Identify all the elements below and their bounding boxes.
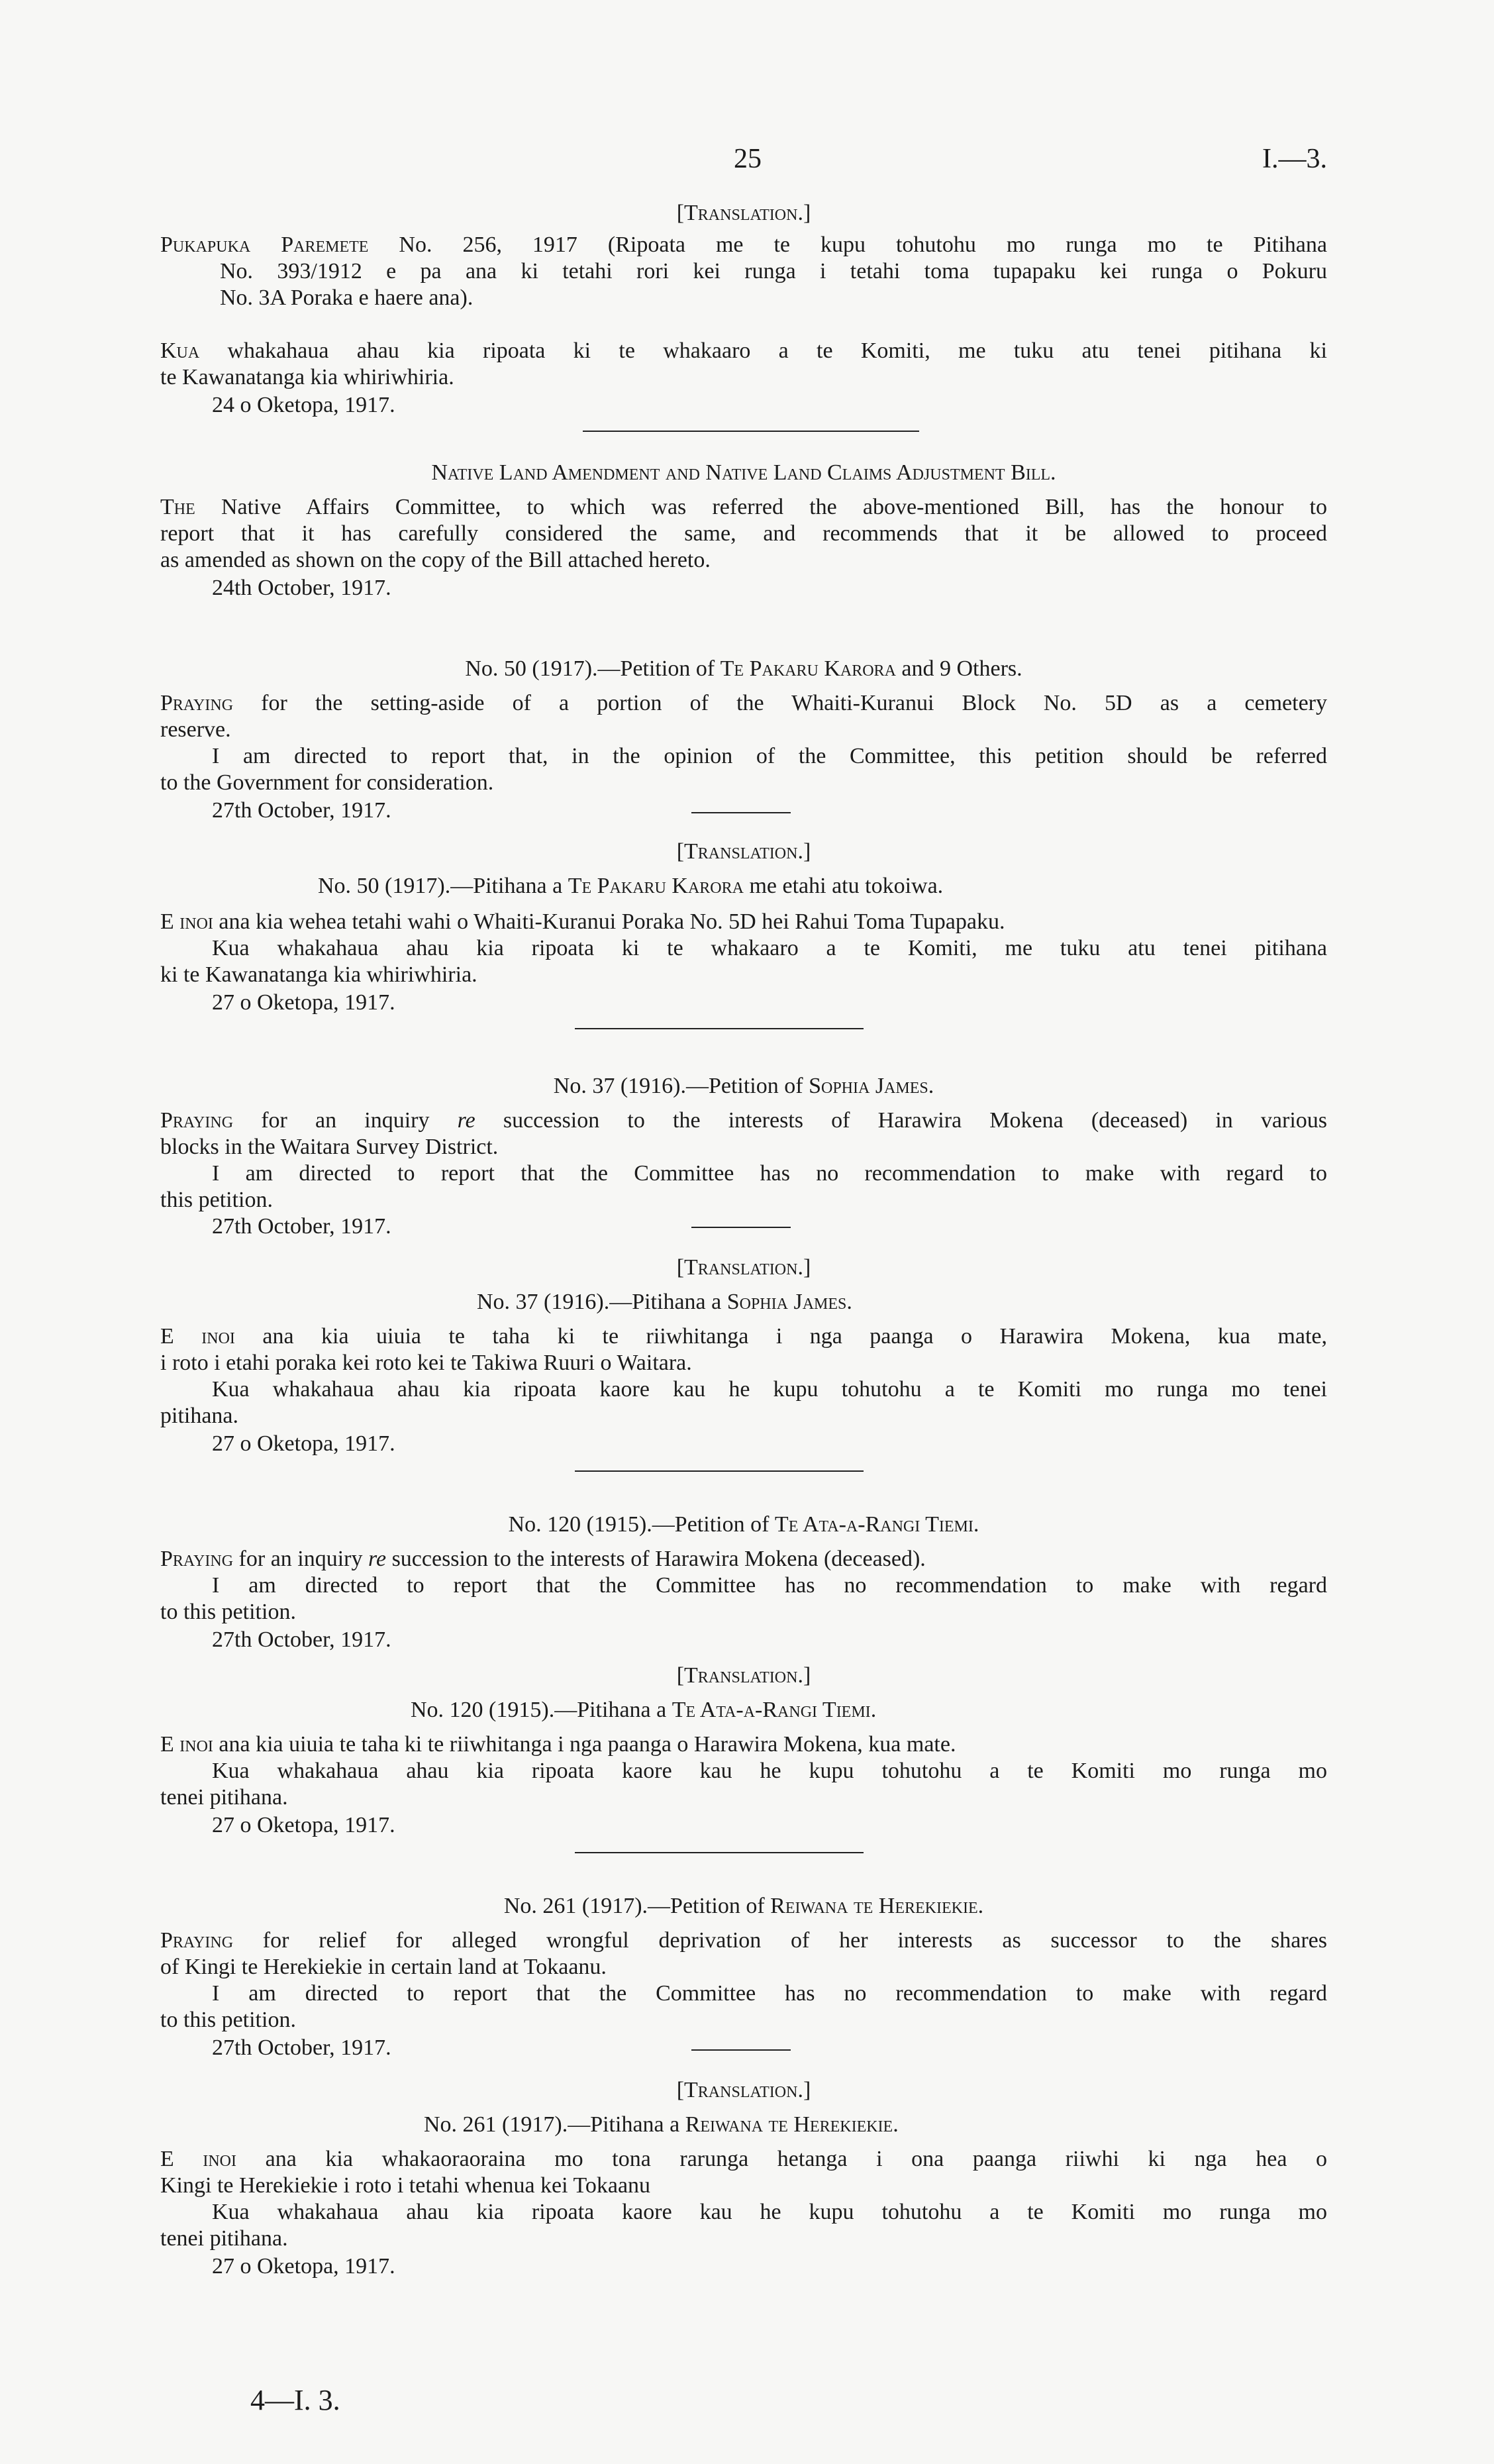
- paragraph-line: I am directed to report that, in the opinion of the Committee, this petition should be referred: [212, 744, 1327, 768]
- paragraph-line: Kua whakahaua ahau kia ripoata kaore kau he kupu tohutohu a te Komiti mo runga mo: [212, 2200, 1327, 2224]
- paragraph-line: No. 3A Poraka e haere ana).: [220, 285, 473, 310]
- paragraph-line: Kua whakahaua ahau kia ripoata ki te whakaaro a te Komiti, me tuku atu tenei pitihana ki: [160, 338, 1327, 363]
- paragraph-line: te Kawanatanga kia whiriwhiria.: [160, 365, 454, 389]
- date-line: 27 o Oketopa, 1917.: [212, 1431, 395, 1456]
- section-title: No. 261 (1917).—Pitihana a Reiwana te Herekiekie.: [424, 2112, 899, 2137]
- section-divider: [583, 431, 919, 432]
- paragraph-line: tenei pitihana.: [160, 1785, 288, 1810]
- date-line: 24 o Oketopa, 1917.: [212, 393, 395, 417]
- date-line: 24th October, 1917.: [212, 576, 391, 600]
- section-title: No. 261 (1917).—Petition of Reiwana te Herekiekie.: [503, 1894, 984, 1918]
- translation-heading: [Translation.]: [676, 2078, 811, 2102]
- date-line: 27 o Oketopa, 1917.: [212, 990, 395, 1015]
- date-line: 27th October, 1917.: [212, 2035, 391, 2060]
- paragraph-line: The Native Affairs Committee, to which was referred the above-mentioned Bill, has the honour to: [160, 495, 1327, 519]
- section-title: No. 120 (1915).—Pitihana a Te Ata-a-Rangi Tiemi.: [411, 1698, 877, 1722]
- date-line: 27th October, 1917.: [212, 798, 391, 823]
- paragraph-line: Kua whakahaua ahau kia ripoata kaore kau he kupu tohutohu a te Komiti mo runga mo tenei: [212, 1377, 1327, 1402]
- paragraph-line: reserve.: [160, 717, 231, 742]
- translation-heading: [Translation.]: [676, 1663, 811, 1688]
- paragraph-line: E inoi ana kia whakaoraoraina mo tona rarunga hetanga i ona paanga riiwhi ki nga hea o: [160, 2147, 1327, 2171]
- paragraph-line: to this petition.: [160, 1600, 296, 1624]
- paragraph-line: No. 393/1912 e pa ana ki tetahi rori kei runga i tetahi toma tupapaku kei runga o Pokuru: [220, 259, 1327, 283]
- paragraph-line: of Kingi te Herekiekie in certain land at Tokaanu.: [160, 1955, 607, 1979]
- paragraph-line: this petition.: [160, 1188, 273, 1212]
- section-title: No. 37 (1916).—Petition of Sophia James.: [553, 1074, 934, 1098]
- paper-reference: I.—3.: [1262, 144, 1327, 174]
- paragraph-line: Praying for an inquiry re succession to the interests of Harawira Mokena (deceased) in various: [160, 1108, 1328, 1133]
- section-title: No. 37 (1916).—Pitihana a Sophia James.: [477, 1290, 852, 1314]
- paragraph-line: i roto i etahi poraka kei roto kei te Takiwa Ruuri o Waitara.: [160, 1351, 692, 1375]
- paragraph-line: Pukapuka Paremete No. 256, 1917 (Ripoata me te kupu tohutohu mo runga mo te Pitihana: [160, 232, 1327, 257]
- section-divider: [575, 1028, 864, 1029]
- date-line: 27th October, 1917.: [212, 1214, 391, 1239]
- short-divider: [691, 812, 791, 813]
- paragraph-line: Kingi te Herekiekie i roto i tetahi whenua kei Tokaanu: [160, 2173, 651, 2198]
- section-title: No. 50 (1917).—Petition of Te Pakaru Karora and 9 Others.: [465, 656, 1022, 681]
- signature-mark: 4—I. 3.: [250, 2384, 340, 2416]
- paragraph-line: to this petition.: [160, 2008, 296, 2032]
- section-title: No. 120 (1915).—Petition of Te Ata-a-Rangi Tiemi.: [508, 1512, 979, 1537]
- paragraph-line: Praying for an inquiry re succession to the interests of Harawira Mokena (deceased).: [160, 1547, 926, 1571]
- translation-heading: [Translation.]: [676, 1255, 811, 1280]
- paragraph-line: I am directed to report that the Committee has no recommendation to make with regard: [212, 1981, 1327, 2006]
- paragraph-line: E inoi ana kia uiuia te taha ki te riiwhitanga i nga paanga o Harawira Mokena, kua mate,: [160, 1324, 1327, 1349]
- date-line: 27 o Oketopa, 1917.: [212, 1813, 395, 1837]
- translation-heading: [Translation.]: [676, 839, 811, 864]
- section-title: No. 50 (1917).—Pitihana a Te Pakaru Karora me etahi atu tokoiwa.: [318, 874, 944, 898]
- section-divider: [575, 1852, 864, 1853]
- paragraph-line: ki te Kawanatanga kia whiriwhiria.: [160, 962, 477, 987]
- paragraph-line: I am directed to report that the Committee has no recommendation to make with regard to: [212, 1161, 1327, 1186]
- paragraph-line: blocks in the Waitara Survey District.: [160, 1135, 499, 1159]
- paragraph-line: Kua whakahaua ahau kia ripoata ki te whakaaro a te Komiti, me tuku atu tenei pitihana: [212, 936, 1327, 960]
- paragraph-line: report that it has carefully considered the same, and recommends that it be allowed to proceed: [160, 521, 1327, 546]
- paragraph-line: Praying for relief for alleged wrongful deprivation of her interests as successor to the shares: [160, 1928, 1327, 1953]
- paragraph-line: I am directed to report that the Committee has no recommendation to make with regard: [212, 1573, 1327, 1598]
- paragraph-line: pitihana.: [160, 1404, 239, 1428]
- paragraph-line: Kua whakahaua ahau kia ripoata kaore kau he kupu tohutohu a te Komiti mo runga mo: [212, 1759, 1327, 1783]
- paragraph-line: E inoi ana kia wehea tetahi wahi o Whaiti-Kuranui Poraka No. 5D hei Rahui Toma Tupapaku.: [160, 909, 1005, 934]
- short-divider: [691, 1227, 791, 1228]
- section-title: Native Land Amendment and Native Land Claims Adjustment Bill.: [431, 460, 1056, 485]
- paragraph-line: Praying for the setting-aside of a portion of the Whaiti-Kuranui Block No. 5D as a cemetery: [160, 691, 1327, 715]
- translation-heading: [Translation.]: [676, 201, 811, 225]
- date-line: 27th October, 1917.: [212, 1627, 391, 1652]
- short-divider: [691, 2049, 791, 2051]
- paragraph-line: as amended as shown on the copy of the Bill attached hereto.: [160, 548, 711, 572]
- page-number: 25: [734, 144, 762, 174]
- paragraph-line: E inoi ana kia uiuia te taha ki te riiwhitanga i nga paanga o Harawira Mokena, kua mate.: [160, 1732, 956, 1757]
- paragraph-line: to the Government for consideration.: [160, 770, 494, 795]
- paragraph-line: tenei pitihana.: [160, 2226, 288, 2251]
- date-line: 27 o Oketopa, 1917.: [212, 2254, 395, 2279]
- section-divider: [575, 1470, 864, 1472]
